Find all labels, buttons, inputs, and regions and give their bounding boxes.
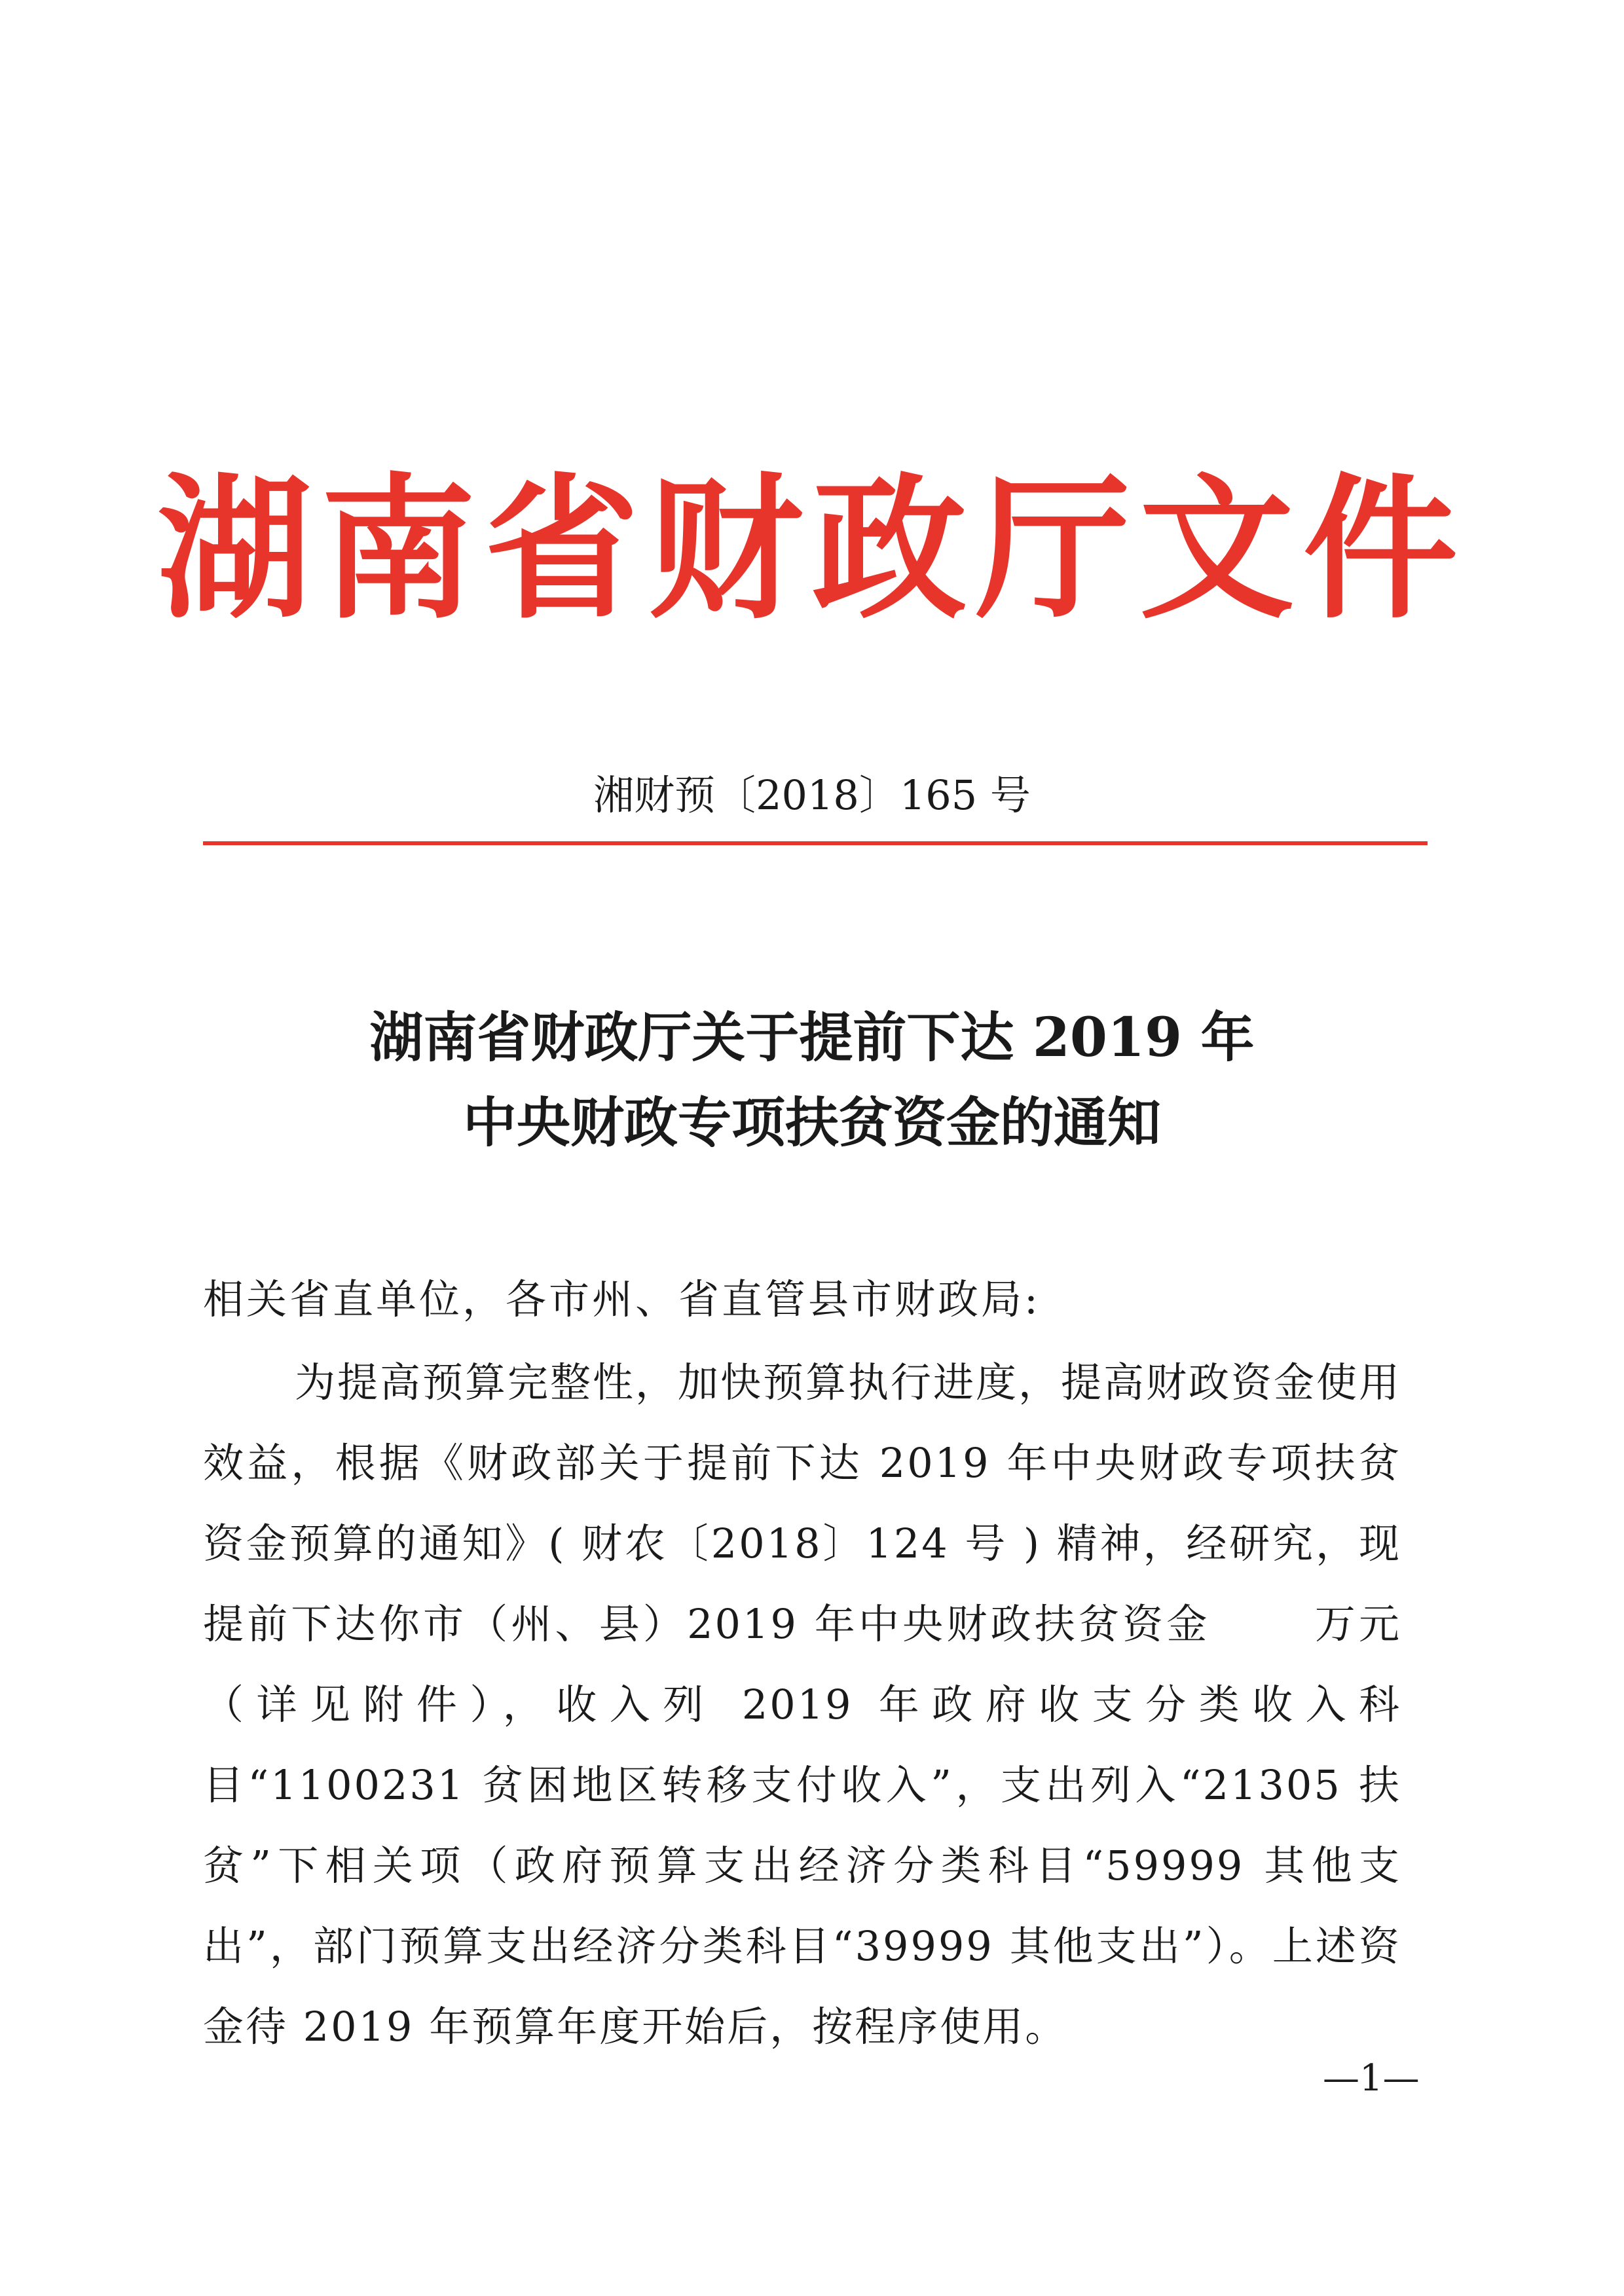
page-number: —1— bbox=[1323, 2057, 1420, 2100]
notice-title-line-1: 湖南省财政厅关于提前下达 2019 年 bbox=[369, 1006, 1255, 1069]
notice-title bbox=[0, 995, 1624, 1165]
notice-title-line-2: 中央财政专项扶贫资金的通知 bbox=[462, 1091, 1161, 1154]
document-header-title: 湖南省财政厅文件 bbox=[157, 460, 1467, 640]
red-divider-line bbox=[203, 841, 1428, 845]
document-number: 湘财预〔2018〕165 号 bbox=[593, 771, 1031, 819]
body-paragraph: 为提高预算完整性，加快预算执行进度，提高财政资金使用效益，根据《财政部关于提前下达 2019 年中央财政专项扶贫资金预算的通知》( 财农〔2018〕124 号 ) 精神，经研究，现提前下达你市（州、县）2019 年中央财政扶贫资金 万元（详见附件），收入列 2019 年政府收支分类收入科目“1100231 贫困地区转移支付收入”，支出列入“21305 扶贫”下相关项（政府预算支出经济分类科目“59999 其他支出”，部门预算支出经济分类科目“39999 其他支出”）。上述资金待 2019 年预算年度开始后，按程序使用。 bbox=[203, 1358, 1402, 2050]
addressee-line: 相关省直单位，各市州、省直管县市财政局: bbox=[203, 1275, 1041, 1323]
